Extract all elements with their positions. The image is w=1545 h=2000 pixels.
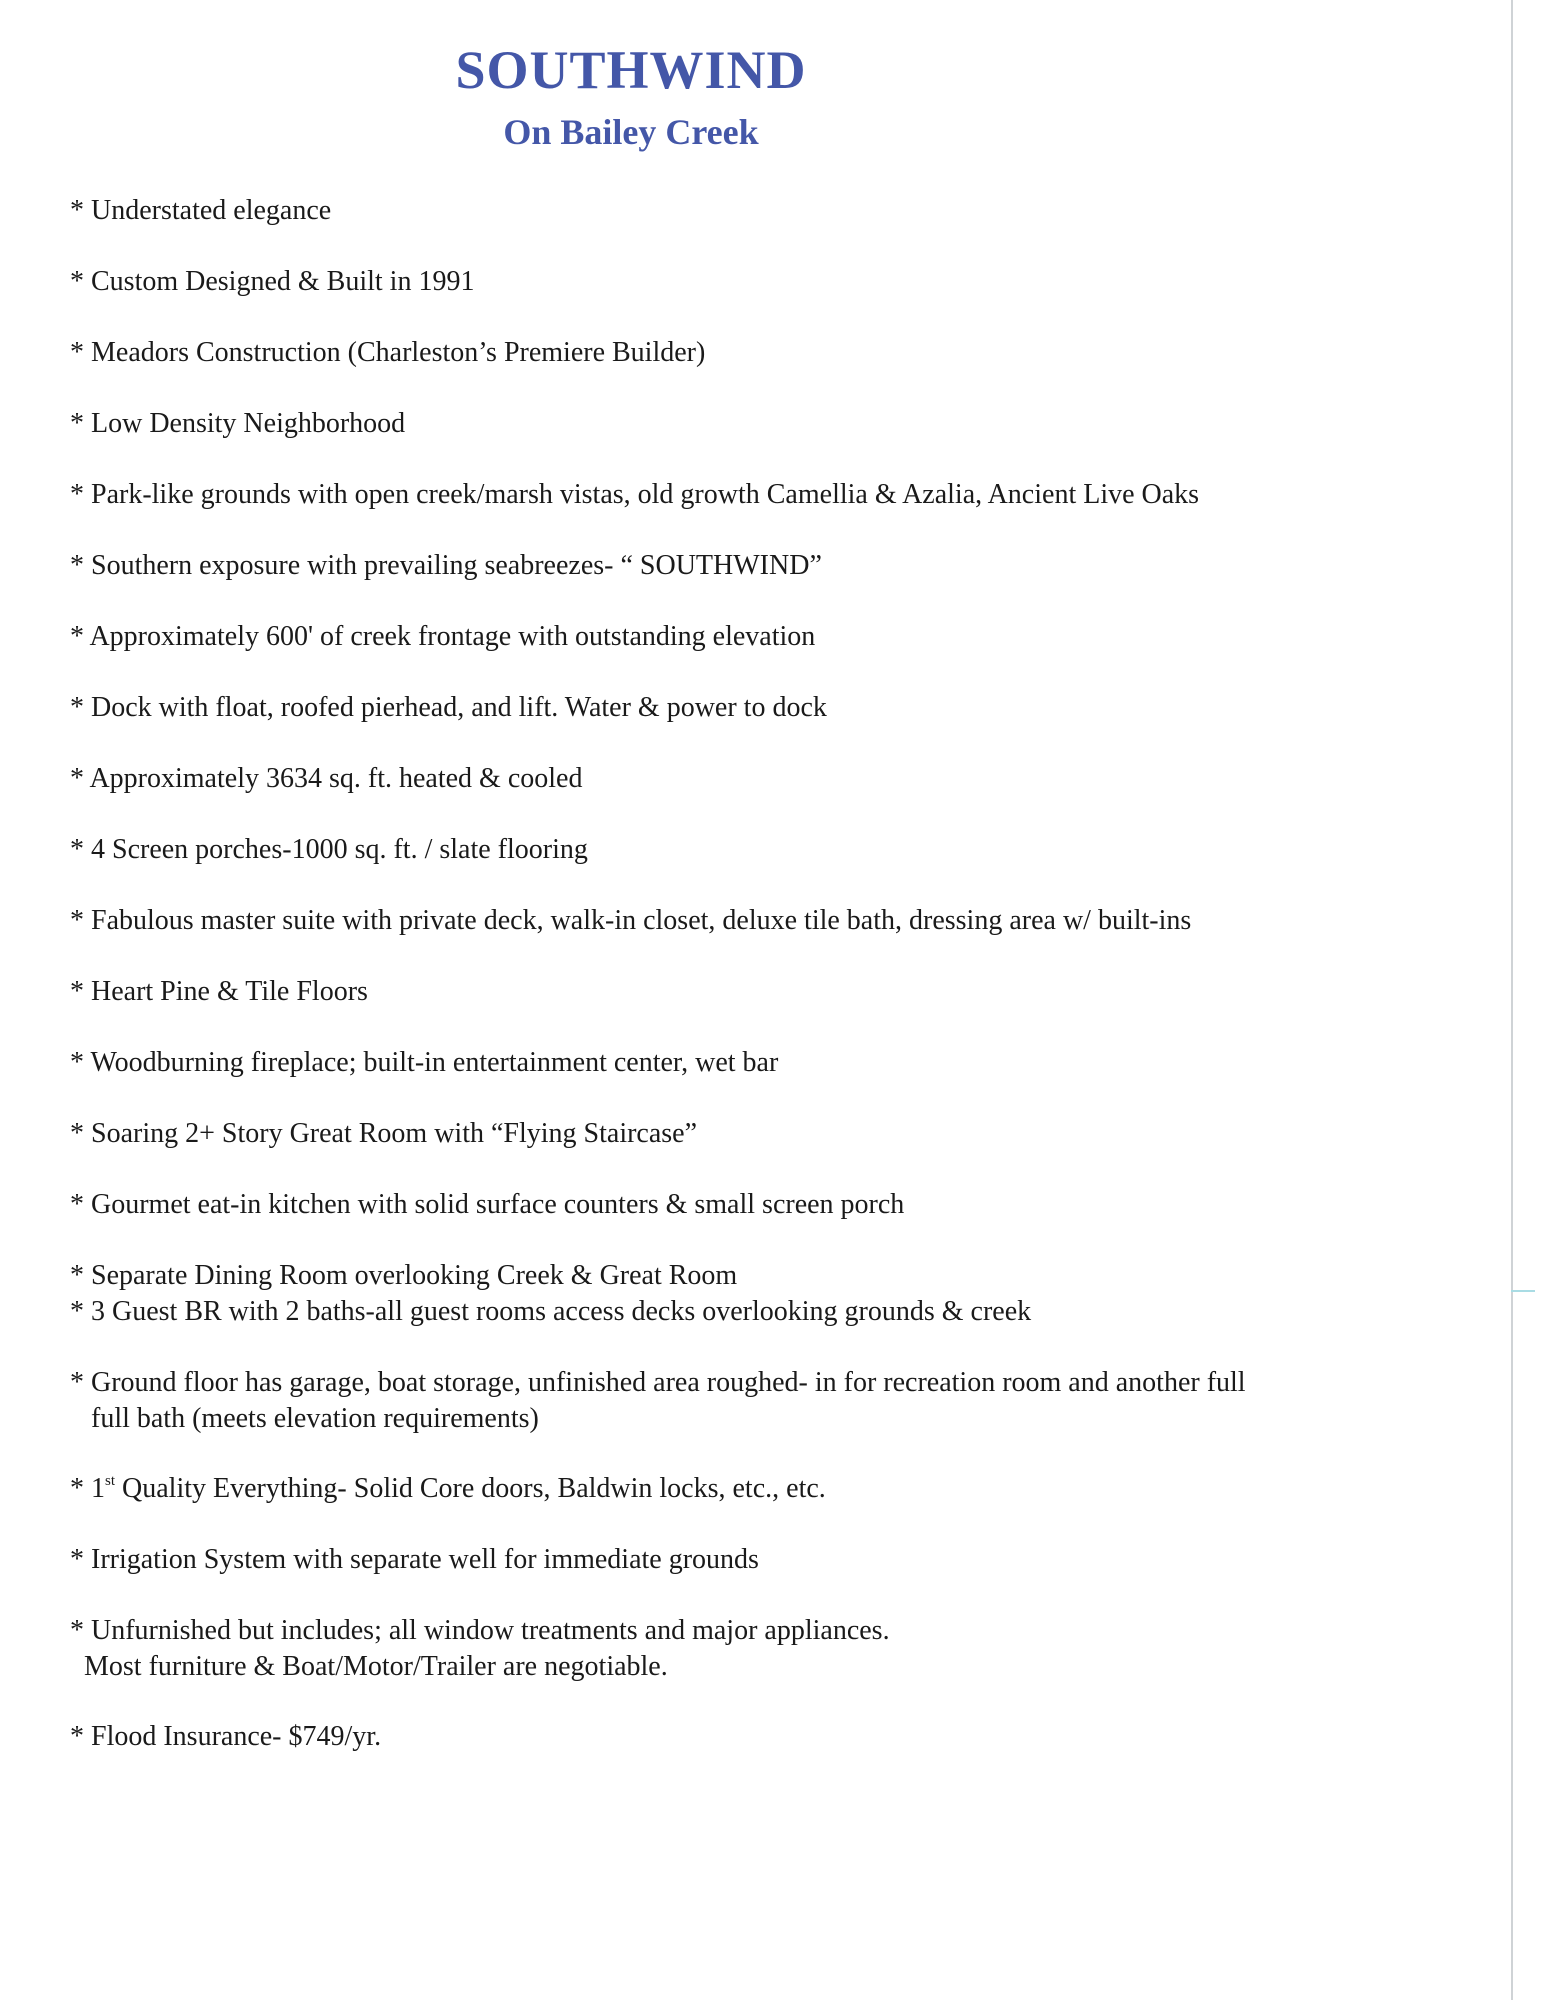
- feature-item: * Separate Dining Room overlooking Creek & Great Room: [70, 1260, 738, 1291]
- document-title: SOUTHWIND: [455, 40, 807, 100]
- feature-item: * Dock with float, roofed pierhead, and lift. Water & power to dock: [70, 692, 827, 723]
- feature-item: * Irrigation System with separate well for immediate grounds: [70, 1544, 759, 1575]
- document-subtitle: On Bailey Creek: [503, 112, 759, 152]
- feature-item: * Approximately 600' of creek frontage with outstanding elevation: [70, 621, 816, 652]
- feature-item: * Unfurnished but includes; all window treatments and major appliances. Most furniture & Boat/Motor/Trailer are negotiable.: [70, 1615, 890, 1682]
- feature-item: * Flood Insurance- $749/yr.: [70, 1721, 382, 1752]
- scan-edge-mark: [1511, 1290, 1535, 1292]
- feature-item: * 3 Guest BR with 2 baths-all guest rooms access decks overlooking grounds & creek: [70, 1296, 1032, 1327]
- feature-item: * Custom Designed & Built in 1991: [70, 266, 475, 297]
- feature-item: * 4 Screen porches-1000 sq. ft. / slate flooring: [70, 834, 588, 865]
- feature-item: * Understated elegance: [70, 195, 332, 226]
- feature-item: * Approximately 3634 sq. ft. heated & cooled: [70, 763, 583, 794]
- feature-item: * Meadors Construction (Charleston’s Premiere Builder): [70, 337, 706, 368]
- feature-item: * Ground floor has garage, boat storage, unfinished area roughed- in for recreation room and another full full bath (meets elevation requirements): [70, 1367, 1246, 1434]
- feature-item: * Heart Pine & Tile Floors: [70, 976, 368, 1007]
- feature-item: * Gourmet eat-in kitchen with solid surface counters & small screen porch: [70, 1189, 905, 1220]
- feature-item: * Woodburning fireplace; built-in entertainment center, wet bar: [70, 1047, 779, 1078]
- feature-item: * 1st Quality Everything- Solid Core doors, Baldwin locks, etc., etc.: [70, 1473, 826, 1504]
- feature-item: * Fabulous master suite with private deck, walk-in closet, deluxe tile bath, dressing area w/ built-ins: [70, 905, 1192, 936]
- feature-item: * Soaring 2+ Story Great Room with “Flying Staircase”: [70, 1118, 698, 1149]
- scan-edge-line: [1511, 0, 1513, 2000]
- feature-item: * Southern exposure with prevailing seabreezes- “ SOUTHWIND”: [70, 550, 822, 581]
- feature-item: * Park-like grounds with open creek/marsh vistas, old growth Camellia & Azalia, Ancient Live Oaks: [70, 479, 1200, 510]
- feature-item: * Low Density Neighborhood: [70, 408, 406, 439]
